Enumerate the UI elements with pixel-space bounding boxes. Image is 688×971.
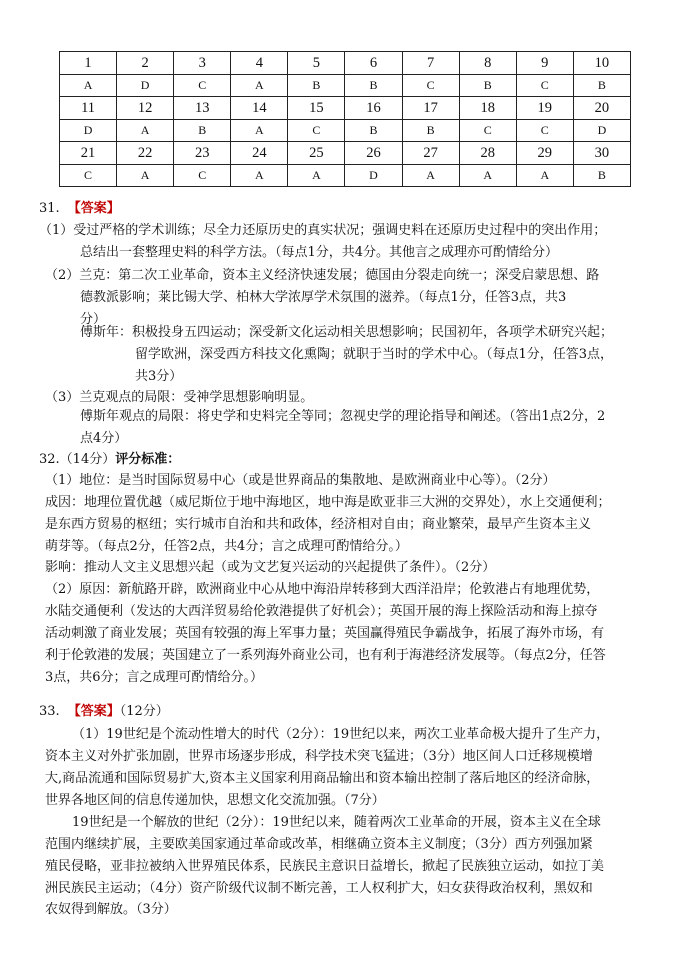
answer-table	[59, 51, 631, 187]
q31-line-1: （1）受过严格的学术训练；尽全力还原历史的真实状况；强调史料在还原历史过程中的突出作用；	[39, 223, 607, 238]
answer-cell: B	[402, 120, 459, 142]
q33-line-7: 殖民侵略，亚非拉被纳入世界殖民体系，民族民主意识日益增长，掀起了民族独立运动，如拉丁美	[45, 859, 605, 874]
q33-number: 33.	[39, 704, 60, 719]
question-number-cell: 7	[402, 52, 459, 75]
answer-cell: C	[516, 120, 573, 142]
q32-line-8: 活动刺激了商业发展；英国有较强的海上军事力量；英国赢得殖民争霸战争，拓展了海外市场，有	[45, 626, 605, 641]
q32-line-7: 水陆交通便利（发达的大西洋贸易给伦敦港提供了好机会）；英国开展的海上探险活动和海上掠夺	[45, 604, 598, 619]
question-number-cell: 8	[459, 52, 516, 75]
answer-cell: A	[516, 165, 573, 187]
q33-answer-tag: 【答案】	[67, 704, 120, 719]
answer-cell: D	[573, 120, 630, 142]
answer-row	[60, 120, 631, 142]
question-number-cell: 12	[117, 97, 174, 120]
q33-line-4: 世界各地区间的信息传递加快，思想文化交流加强。（7分）	[45, 793, 385, 808]
q31-line-9: （3）兰克观点的局限：受神学思想影响明显。	[45, 390, 314, 405]
q32-number: 32.（14分）	[39, 452, 116, 467]
question-number-cell: 9	[516, 52, 573, 75]
answer-cell: A	[231, 120, 288, 142]
q33-line-3: 大,商品流通和国际贸易扩大,资本主义国家利用商品输出和资本输出控制了落后地区的经济命脉，	[45, 771, 600, 786]
question-number-cell: 20	[573, 97, 630, 120]
question-number-cell: 23	[174, 142, 231, 165]
q31-line-7: 留学欧洲，深受西方科技文化熏陶；就职于当时的学术中心。（每点1分，任答3点，	[135, 347, 614, 362]
q31-line-10: 傅斯年观点的局限：将史学和史料完全等同；忽视史学的理论指导和阐述。（答出1点2分，2	[80, 409, 606, 424]
answer-cell: A	[231, 75, 288, 97]
q32-line-1: （1）地位：是当时国际贸易中心（或是世界商品的集散地、是欧洲商业中心等）。（2分）	[45, 473, 556, 488]
answer-cell: B	[288, 75, 345, 97]
question-number-cell: 30	[573, 142, 630, 165]
answer-cell: C	[174, 165, 231, 187]
question-number-cell: 6	[345, 52, 402, 75]
answer-cell: A	[117, 120, 174, 142]
q31-line-5: 分）	[80, 312, 107, 327]
question-number-cell: 5	[288, 52, 345, 75]
answer-row	[60, 165, 631, 187]
question-number-cell: 27	[402, 142, 459, 165]
q33-line-1: （1）19世纪是个流动性增大的时代（2分）：19世纪以来，两次工业革命极大提升了生产力，	[72, 727, 610, 742]
q32-criteria-label: 评分标准：	[115, 452, 181, 467]
question-number-cell: 15	[288, 97, 345, 120]
answer-cell: D	[117, 75, 174, 97]
answer-cell: D	[60, 120, 117, 142]
q33-line-9: 农奴得到解放。（3分）	[45, 902, 177, 917]
q33-score: （12分）	[119, 704, 169, 719]
question-number-cell: 24	[231, 142, 288, 165]
question-number-cell: 14	[231, 97, 288, 120]
answer-cell: A	[60, 75, 117, 97]
question-number-cell: 16	[345, 97, 402, 120]
answer-cell: A	[231, 165, 288, 187]
answer-cell: C	[174, 75, 231, 97]
question-number-cell: 1	[60, 52, 117, 75]
question-number-cell: 29	[516, 142, 573, 165]
answer-cell: A	[117, 165, 174, 187]
q33-line-5: 19世纪是一个解放的世纪（2分）：19世纪以来，随着两次工业革命的开展，资本主义在全球	[72, 815, 601, 830]
question-number-row	[60, 52, 631, 75]
answer-cell: C	[516, 75, 573, 97]
answer-row	[60, 75, 631, 97]
answer-cell: D	[345, 165, 402, 187]
question-number-cell: 10	[573, 52, 630, 75]
question-number-cell: 2	[117, 52, 174, 75]
q31-line-2: 总结出一套整理史料的科学方法。（每点1分，共4分。其他言之成理亦可酌情给分）	[80, 245, 559, 260]
question-number-cell: 26	[345, 142, 402, 165]
answer-cell: B	[573, 165, 630, 187]
q31-answer-tag: 【答案】	[67, 201, 120, 216]
q31-line-6: 傅斯年：积极投身五四运动；深受新文化运动相关思想影响；民国初年，各项学术研究兴起；	[80, 325, 614, 340]
q31-heading	[39, 198, 120, 220]
question-number-cell: 22	[117, 142, 174, 165]
question-number-cell: 28	[459, 142, 516, 165]
q31-line-11: 点4分）	[80, 431, 128, 446]
q33-line-8: 洲民族民主运动；（4分）资产阶级代议制不断完善，工人权利扩大，妇女获得政治权利，黑奴和	[45, 881, 593, 896]
question-number-cell: 19	[516, 97, 573, 120]
q32-line-10: 3点，共6分；言之成理可酌情给分。）	[45, 670, 264, 685]
question-number-cell: 13	[174, 97, 231, 120]
question-number-cell: 18	[459, 97, 516, 120]
q32-line-6: （2）原因：新航路开辟，欧洲商业中心从地中海沿岸转移到大西洋沿岸；伦敦港占有地理优势，	[45, 582, 600, 597]
answer-cell: B	[345, 120, 402, 142]
answer-cell: C	[402, 75, 459, 97]
answer-cell: C	[288, 120, 345, 142]
question-number-cell: 25	[288, 142, 345, 165]
q32-line-5: 影响：推动人文主义思想兴起（或为文艺复兴运动的兴起提供了条件）。（2分）	[45, 560, 496, 575]
q31-line-4: 德教派影响；莱比锡大学、柏林大学浓厚学术氛围的滋养。（每点1分，任答3点，共3	[80, 290, 567, 305]
question-number-cell: 17	[402, 97, 459, 120]
q31-line-8: 共3分）	[135, 369, 183, 384]
question-number-cell: 21	[60, 142, 117, 165]
answer-cell: B	[174, 120, 231, 142]
q32-line-3: 是东西方贸易的枢纽；实行城市自治和共和政体，经济相对自由；商业繁荣，最早产生资本主义	[45, 517, 592, 532]
answer-cell: A	[459, 165, 516, 187]
q33-line-6: 范围内继续扩展，主要欧美国家通过革命或改革，相继确立资本主义制度；（3分）西方列强加紧	[45, 837, 593, 852]
answer-cell: A	[402, 165, 459, 187]
question-number-row	[60, 97, 631, 120]
answer-cell: C	[60, 165, 117, 187]
question-number-cell: 4	[231, 52, 288, 75]
q31-line-3: （2）兰克：第二次工业革命，资本主义经济快速发展；德国由分裂走向统一；深受启蒙思想、路	[45, 268, 600, 283]
question-number-cell: 11	[60, 97, 117, 120]
q32-line-2: 成因：地理位置优越（威尼斯位于地中海地区，地中海是欧亚非三大洲的交界处），水上交通便利；	[45, 495, 611, 510]
answer-cell: B	[345, 75, 402, 97]
question-number-row	[60, 142, 631, 165]
q32-heading	[39, 449, 180, 471]
answer-cell: A	[288, 165, 345, 187]
answer-cell: B	[573, 75, 630, 97]
q32-line-4: 萌芽等。（每点2分，任答2点，共4分；言之成理可酌情给分。）	[45, 539, 408, 554]
q32-line-9: 利于伦敦港的发展；英国建立了一系列海外商业公司，也有利于海港经济发展等。（每点2分，任答	[45, 648, 606, 663]
q33-heading	[39, 701, 169, 723]
q33-line-2: 资本主义对外扩张加剧，世界市场逐步形成，科学技术突飞猛进；（3分）地区间人口迁移规模增	[45, 749, 593, 764]
answer-cell: B	[459, 75, 516, 97]
answer-cell: C	[459, 120, 516, 142]
question-number-cell: 3	[174, 52, 231, 75]
q31-number: 31.	[39, 201, 60, 216]
